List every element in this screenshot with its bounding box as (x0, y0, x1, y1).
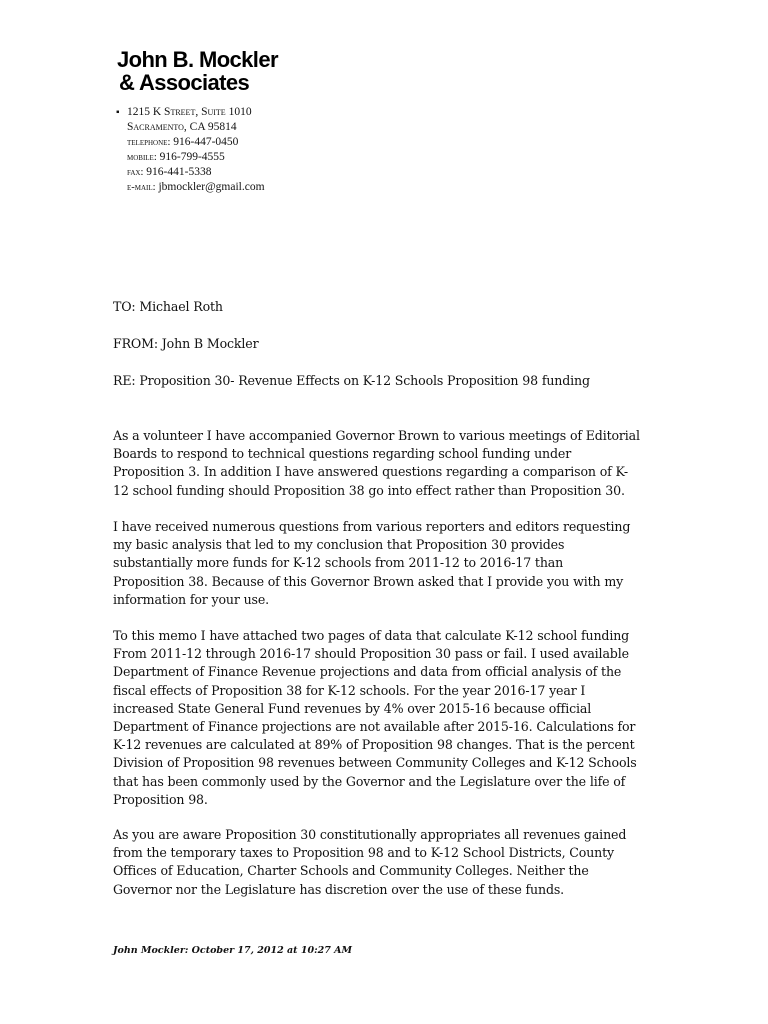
address-line2: Sacramento, CA 95814 (127, 121, 237, 133)
paragraph-line: information for your use. (113, 591, 270, 607)
paragraph-1 (113, 427, 673, 500)
paragraph-line: Offices of Education, Charter Schools and Community Colleges. Neither the (113, 863, 589, 879)
paragraph-line: To this memo I have attached two pages of data that calculate K-12 school funding (113, 628, 630, 643)
address-line1: 1215 K Street, Suite 1010 (127, 106, 252, 118)
paragraph-line: my basic analysis that led to my conclusion that Proposition 30 provides (113, 537, 565, 553)
telephone-row (127, 135, 265, 150)
paragraph-line: As you are aware Proposition 30 constitutionally appropriates all revenues gained (113, 827, 627, 842)
firm-name-line1: John B. Mockler (117, 47, 278, 72)
footer-timestamp: John Mockler: October 17, 2012 at 10:27 AM (113, 945, 353, 956)
mobile-label: mobile: (127, 152, 157, 163)
paragraph-line: As a volunteer I have accompanied Governor Brown to various meetings of Editorial (113, 428, 640, 443)
paragraph-line: Division of Proposition 98 revenues between Community Colleges and K-12 Schools (113, 755, 637, 771)
paragraph-line: Governor nor the Legislature has discretion over the use of these funds. (113, 881, 565, 897)
letterhead (116, 47, 278, 193)
firm-name (117, 48, 278, 94)
paragraph-line: from the temporary taxes to Proposition 98 and to K-12 School Districts, County (113, 845, 615, 861)
paragraph-line: I have received numerous questions from various reporters and editors requesting (113, 519, 631, 534)
paragraph-line: Proposition 38. Because of this Governor Brown asked that I provide you with my (113, 573, 624, 589)
fax-row (127, 165, 265, 180)
paragraph-line: Proposition 98. (113, 791, 208, 807)
paragraph-line: 12 school funding should Proposition 38 go into effect rather than Proposition 30. (113, 482, 625, 498)
fax-value: 916-441-5338 (146, 166, 212, 178)
paragraph-line: Proposition 3. In addition I have answered questions regarding a comparison of K- (113, 464, 628, 480)
paragraph-line: From 2011-12 through 2016-17 should Proposition 30 pass or fail. I used available (113, 646, 629, 662)
paragraph-line: fiscal effects of Proposition 38 for K-12 schools. For the year 2016-17 year I (113, 682, 586, 698)
paragraph-line: Department of Finance Revenue projections and data from official analysis of the (113, 664, 622, 680)
paragraph-3 (113, 627, 673, 809)
paragraph-line: increased State General Fund revenues by 4% over 2015-16 because official (113, 700, 592, 716)
paragraph-4 (113, 826, 673, 899)
memo-to: TO: Michael Roth (113, 299, 223, 314)
paragraph-line: that has been commonly used by the Governor and the Legislature over the life of (113, 773, 626, 789)
contact-block (116, 105, 265, 195)
mobile-row (127, 150, 265, 165)
email-value: jbmockler@gmail.com (158, 181, 265, 193)
paragraph-line: substantially more funds for K-12 schools from 2011-12 to 2016-17 than (113, 555, 564, 571)
telephone-value: 916-447-0450 (173, 136, 239, 148)
firm-name-line2: & Associates (119, 70, 250, 95)
bullet-icon: ▪ (116, 107, 120, 118)
email-label: e-mail: (127, 182, 156, 193)
fax-label: fax: (127, 167, 144, 178)
memo-re: RE: Proposition 30- Revenue Effects on K-12 Schools Proposition 98 funding (113, 373, 590, 388)
paragraph-line: Department of Finance projections are not available after 2015-16. Calculations for (113, 719, 636, 735)
paragraph-2 (113, 518, 673, 609)
email-row (127, 180, 265, 195)
telephone-label: telephone: (127, 137, 171, 148)
paragraph-line: Boards to respond to technical questions regarding school funding under (113, 446, 572, 462)
memo-from: FROM: John B Mockler (113, 336, 259, 351)
mobile-value: 916-799-4555 (159, 151, 225, 163)
paragraph-line: K-12 revenues are calculated at 89% of Proposition 98 changes. That is the percent (113, 737, 635, 753)
